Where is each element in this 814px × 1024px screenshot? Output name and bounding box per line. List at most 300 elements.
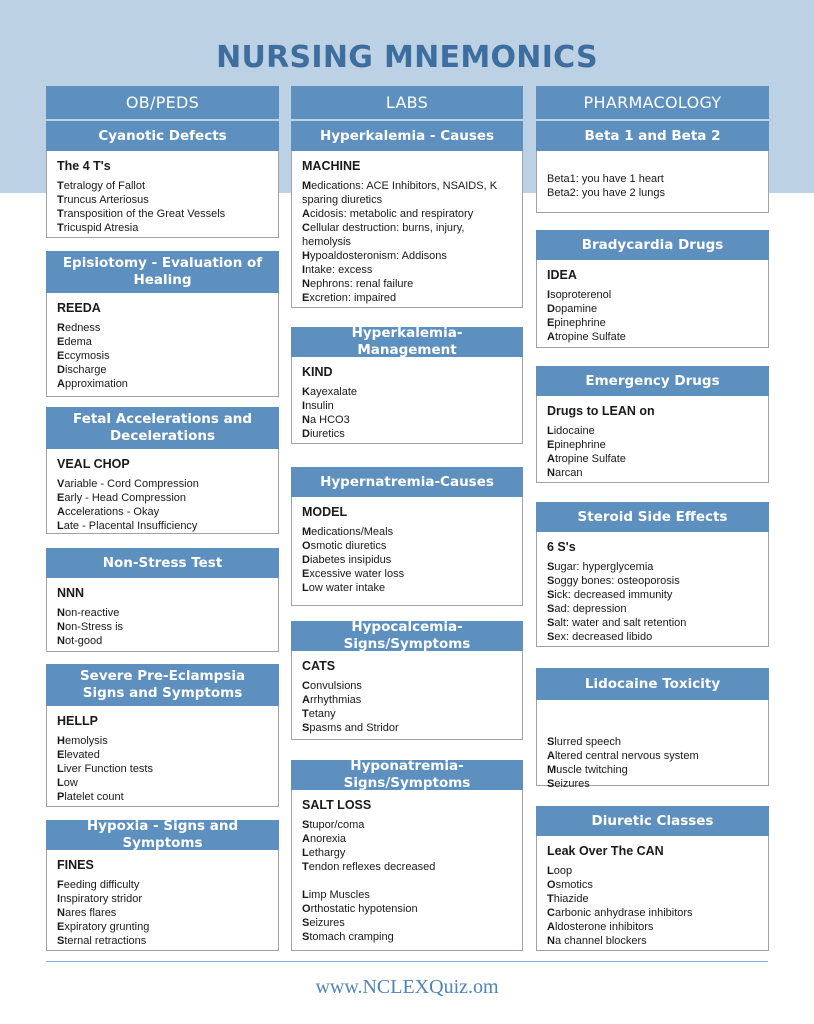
mnemonic-letter: N — [302, 278, 310, 290]
mnemonic-item — [302, 263, 513, 277]
mnemonic-text: ricuspid Atresia — [63, 222, 139, 234]
mnemonic-letter: A — [302, 694, 310, 706]
mnemonic-letter: S — [547, 589, 555, 601]
mnemonic-letter: T — [57, 180, 64, 192]
mnemonic-text: ephrons: renal failure — [309, 278, 414, 290]
mnemonic-letter: K — [302, 386, 310, 398]
mnemonic-item — [57, 363, 269, 377]
mnemonic-letter: L — [302, 847, 309, 859]
mnemonic-letter: T — [302, 861, 309, 873]
mnemonic-text: eizures — [309, 917, 345, 929]
card-title: Beta 1 and Beta 2 — [536, 121, 769, 151]
mnemonic-letter: A — [302, 208, 310, 220]
mnemonic-text: arly - Head Compression — [64, 492, 186, 504]
mnemonic-text: ate - Placental Insufficiency — [63, 520, 198, 532]
mnemonic-text: iuretics — [309, 428, 345, 440]
mnemonic-text: on-Stress is — [64, 621, 124, 633]
mnemonic-letter: A — [547, 921, 555, 933]
mnemonic-item — [302, 553, 513, 567]
mnemonic-card — [46, 664, 279, 807]
mnemonic-item — [302, 539, 513, 553]
mnemonic-title: SALT LOSS — [302, 798, 372, 812]
card-title: Hypocalcemia-Signs/Symptoms — [291, 621, 523, 651]
mnemonic-title: CATS — [302, 659, 336, 673]
column-header-labs: LABS — [291, 86, 523, 119]
mnemonic-text: etany — [308, 708, 336, 720]
mnemonic-item — [302, 679, 513, 693]
mnemonic-item — [547, 616, 759, 630]
mnemonic-text: latelet count — [64, 791, 124, 803]
mnemonic-item — [57, 491, 269, 505]
mnemonic-text: on-reactive — [64, 607, 120, 619]
mnemonic-letter: N — [57, 607, 65, 619]
mnemonic-text: ellular destruction: burns, injury, hemolysis — [302, 222, 465, 248]
mnemonic-text: ldosterone inhibitors — [554, 921, 654, 933]
mnemonic-letter: A — [547, 750, 555, 762]
mnemonic-card — [291, 467, 523, 606]
mnemonic-item — [547, 777, 759, 791]
mnemonic-text: arbonic anhydrase inhibitors — [554, 907, 693, 919]
mnemonic-letter: S — [547, 631, 555, 643]
mnemonic-text: xpiratory grunting — [64, 921, 150, 933]
mnemonic-letter: L — [302, 582, 309, 594]
mnemonic-item — [547, 316, 759, 330]
mnemonic-item — [57, 519, 269, 533]
mnemonic-text: ick: decreased immunity — [554, 589, 673, 601]
mnemonic-title: MODEL — [302, 505, 348, 519]
mnemonic-text: ccelerations - Okay — [64, 506, 160, 518]
card-body — [537, 260, 768, 344]
mnemonic-text: ad: depression — [554, 603, 627, 615]
mnemonic-item — [57, 505, 269, 519]
mnemonic-letter: T — [57, 222, 64, 234]
mnemonic-text: oop — [553, 865, 573, 877]
card-body — [47, 449, 278, 533]
mnemonic-letter: N — [57, 621, 65, 633]
mnemonic-letter: A — [547, 331, 555, 343]
mnemonic-letter: N — [57, 907, 65, 919]
mnemonic-text: ot-good — [64, 635, 103, 647]
mnemonic-letter: L — [547, 865, 554, 877]
mnemonic-letter: E — [57, 350, 65, 362]
mnemonic-letter: N — [547, 935, 555, 947]
mnemonic-item — [302, 818, 513, 832]
page-title: NURSING MNEMONICS — [216, 40, 598, 75]
mnemonic-letter: N — [57, 635, 65, 647]
mnemonic-letter: N — [547, 467, 555, 479]
mnemonic-card — [46, 820, 279, 951]
mnemonic-item — [547, 630, 759, 644]
mnemonic-letter: S — [547, 561, 555, 573]
mnemonic-text: pinephrine — [554, 439, 606, 451]
mnemonic-letter: S — [302, 917, 310, 929]
mnemonic-text: tropine Sulfate — [554, 453, 626, 465]
mnemonic-letter: H — [57, 735, 65, 747]
card-body — [47, 293, 278, 391]
mnemonic-letter: D — [57, 364, 65, 376]
mnemonic-letter: O — [302, 903, 311, 915]
mnemonic-text: oggy bones: osteoporosis — [554, 575, 680, 587]
mnemonic-title: The 4 T's — [57, 159, 111, 173]
mnemonic-letter: L — [302, 889, 309, 901]
mnemonic-text: tupor/coma — [309, 819, 365, 831]
card-body — [537, 151, 768, 200]
mnemonic-text: etralogy of Fallot — [63, 180, 146, 192]
mnemonic-text: ethargy — [308, 847, 346, 859]
mnemonic-item — [302, 399, 513, 413]
mnemonic-text: ugar: hyperglycemia — [554, 561, 654, 573]
mnemonic-item — [302, 581, 513, 595]
mnemonic-title: NNN — [57, 586, 85, 600]
card-body — [537, 836, 768, 948]
mnemonic-text: tomach cramping — [309, 931, 394, 943]
mnemonic-item — [302, 860, 513, 874]
mnemonic-card — [536, 806, 769, 951]
mnemonic-text: runcus Arteriosus — [63, 194, 149, 206]
mnemonic-letter: C — [302, 222, 310, 234]
mnemonic-letter: A — [57, 506, 65, 518]
mnemonic-letter: H — [302, 250, 310, 262]
mnemonic-text: ow — [63, 777, 78, 789]
mnemonic-card — [536, 502, 769, 647]
mnemonic-item — [302, 902, 513, 916]
mnemonic-item — [302, 693, 513, 707]
mnemonic-letter: I — [302, 264, 306, 276]
mnemonic-title: VEAL CHOP — [57, 457, 130, 471]
mnemonic-item — [547, 288, 759, 302]
card-body — [292, 357, 522, 441]
mnemonic-letter: E — [57, 336, 65, 348]
mnemonic-item — [302, 916, 513, 930]
mnemonic-item — [547, 574, 759, 588]
mnemonic-letter: S — [547, 736, 555, 748]
mnemonic-text: a HCO3 — [309, 414, 350, 426]
mnemonic-letter: S — [302, 931, 310, 943]
card-title: Bradycardia Drugs — [536, 230, 769, 260]
mnemonic-text: pproximation — [64, 378, 128, 390]
card-body — [47, 706, 278, 804]
card-body — [292, 651, 522, 735]
mnemonic-item — [57, 776, 269, 790]
mnemonic-letter: E — [302, 292, 310, 304]
mnemonic-item — [57, 207, 269, 221]
card-body — [537, 700, 768, 791]
mnemonic-letter: S — [547, 603, 555, 615]
mnemonic-item — [302, 707, 513, 721]
mnemonic-item — [57, 934, 269, 948]
mnemonic-text: ccymosis — [64, 350, 110, 362]
mnemonic-item — [57, 762, 269, 776]
mnemonic-text: eeding difficulty — [63, 879, 140, 891]
mnemonic-item — [57, 606, 269, 620]
mnemonic-text: ntake: excess — [305, 264, 373, 276]
mnemonic-item — [547, 186, 759, 200]
mnemonic-text: xcessive water loss — [309, 568, 405, 580]
mnemonic-letter: L — [57, 777, 64, 789]
mnemonic-letter: A — [547, 453, 555, 465]
card-title: Episiotomy - Evaluation of Healing — [46, 251, 279, 293]
mnemonic-item — [547, 906, 759, 920]
mnemonic-text: alt: water and salt retention — [554, 617, 687, 629]
mnemonic-text: idocaine — [553, 425, 595, 437]
card-title: Cyanotic Defects — [46, 121, 279, 151]
mnemonic-text: iver Function tests — [63, 763, 153, 775]
card-body — [537, 532, 768, 644]
mnemonic-letter: S — [547, 575, 555, 587]
card-body — [292, 790, 522, 944]
mnemonic-text: imp Muscles — [308, 889, 370, 901]
mnemonic-letter: S — [302, 819, 310, 831]
mnemonic-text: tropine Sulfate — [554, 331, 626, 343]
mnemonic-letter: S — [547, 778, 555, 790]
mnemonic-letter: M — [547, 764, 557, 776]
mnemonic-text: ow water intake — [308, 582, 386, 594]
mnemonic-item — [547, 864, 759, 878]
mnemonic-item — [302, 567, 513, 581]
mnemonic-item — [57, 221, 269, 235]
mnemonic-item — [547, 602, 759, 616]
mnemonic-text: dema — [64, 336, 92, 348]
mnemonic-card — [46, 251, 279, 397]
mnemonic-item — [547, 452, 759, 466]
mnemonic-item — [302, 221, 513, 249]
spacer — [547, 721, 759, 735]
mnemonic-text: iabetes insipidus — [309, 554, 392, 566]
mnemonic-item — [547, 588, 759, 602]
card-title: Lidocaine Toxicity — [536, 668, 769, 700]
card-title: Severe Pre-Eclampsia Signs and Symptoms — [46, 664, 279, 706]
mnemonic-text: ltered central nervous system — [554, 750, 699, 762]
mnemonic-item — [547, 920, 759, 934]
mnemonic-item — [57, 734, 269, 748]
mnemonic-letter: L — [547, 425, 554, 437]
mnemonic-item — [547, 878, 759, 892]
card-title: Hypoxia - Signs and Symptoms — [46, 820, 279, 850]
mnemonic-item — [547, 735, 759, 749]
mnemonic-letter: O — [302, 540, 311, 552]
mnemonic-item — [57, 892, 269, 906]
mnemonic-title: MACHINE — [302, 159, 361, 173]
mnemonic-item — [302, 930, 513, 944]
card-title: Hyponatremia-Signs/Symptoms — [291, 760, 523, 790]
mnemonic-letter: T — [302, 708, 309, 720]
mnemonic-letter: I — [302, 400, 306, 412]
spacer — [547, 158, 759, 172]
card-title: Hyperkalemia-Management — [291, 327, 523, 357]
mnemonic-letter: L — [57, 520, 64, 532]
mnemonic-letter: D — [547, 303, 555, 315]
mnemonic-item — [302, 721, 513, 735]
mnemonic-letter: D — [302, 554, 310, 566]
mnemonic-letter: A — [57, 378, 65, 390]
mnemonic-item — [302, 179, 513, 207]
card-title: Hyperkalemia - Causes — [291, 121, 523, 151]
card-title: Fetal Accelerations and Decelerations — [46, 407, 279, 449]
mnemonic-item — [57, 920, 269, 934]
mnemonic-text: ternal retractions — [64, 935, 147, 947]
mnemonic-item — [57, 193, 269, 207]
mnemonic-letter: I — [57, 893, 61, 905]
mnemonic-letter: S — [302, 722, 310, 734]
card-title: Diuretic Classes — [536, 806, 769, 836]
mnemonic-letter: E — [57, 749, 65, 761]
mnemonic-text: a channel blockers — [554, 935, 647, 947]
mnemonic-text: rthostatic hypotension — [310, 903, 418, 915]
mnemonic-text: ischarge — [64, 364, 107, 376]
mnemonic-letter: I — [547, 289, 551, 301]
mnemonic-card — [46, 407, 279, 534]
mnemonic-item — [547, 424, 759, 438]
mnemonic-letter: M — [302, 180, 312, 192]
mnemonic-item — [57, 349, 269, 363]
mnemonic-item — [57, 790, 269, 804]
mnemonic-item — [57, 634, 269, 648]
mnemonic-title: Leak Over The CAN — [547, 844, 664, 858]
mnemonic-letter: P — [57, 791, 65, 803]
mnemonic-text: nspiratory stridor — [60, 893, 142, 905]
mnemonic-card — [536, 230, 769, 348]
mnemonic-text: smotics — [555, 879, 593, 891]
mnemonic-letter: R — [57, 322, 65, 334]
mnemonic-item — [547, 172, 759, 186]
mnemonic-text: edness — [64, 322, 101, 334]
mnemonic-item — [302, 291, 513, 305]
mnemonic-item — [302, 249, 513, 263]
mnemonic-text: soproterenol — [550, 289, 612, 301]
mnemonic-item — [57, 179, 269, 193]
mnemonic-text: lurred speech — [554, 736, 621, 748]
mnemonic-text: arcan — [554, 467, 583, 479]
mnemonic-text: levated — [64, 749, 100, 761]
mnemonic-card — [536, 668, 769, 790]
mnemonic-card — [291, 121, 523, 308]
mnemonic-letter: D — [302, 428, 310, 440]
mnemonic-letter: A — [302, 833, 310, 845]
mnemonic-letter: E — [57, 492, 65, 504]
mnemonic-text: ares flares — [64, 907, 117, 919]
mnemonic-text: eizures — [554, 778, 590, 790]
card-body — [292, 497, 522, 595]
mnemonic-item — [57, 377, 269, 391]
mnemonic-letter: S — [547, 617, 555, 629]
mnemonic-letter: F — [57, 879, 64, 891]
mnemonic-letter: C — [547, 907, 555, 919]
mnemonic-text: ariable - Cord Compression — [64, 478, 199, 490]
mnemonic-card — [291, 621, 523, 740]
mnemonic-text: Beta1: you have 1 heart — [547, 173, 664, 185]
mnemonic-text: nsulin — [305, 400, 334, 412]
card-body — [47, 578, 278, 648]
mnemonic-text: Beta2: you have 2 lungs — [547, 187, 666, 199]
mnemonic-item — [302, 888, 513, 902]
mnemonic-item — [302, 525, 513, 539]
mnemonic-text: opamine — [554, 303, 598, 315]
mnemonic-card — [536, 366, 769, 483]
card-body — [47, 850, 278, 948]
mnemonic-text: endon reflexes decreased — [308, 861, 436, 873]
mnemonic-letter: V — [57, 478, 65, 490]
mnemonic-card — [46, 548, 279, 652]
mnemonic-item — [547, 438, 759, 452]
mnemonic-title: HELLP — [57, 714, 98, 728]
mnemonic-item — [547, 763, 759, 777]
column-header-pharmacology: PHARMACOLOGY — [536, 86, 769, 119]
mnemonic-item — [302, 846, 513, 860]
mnemonic-item — [57, 748, 269, 762]
footer-divider — [46, 961, 768, 962]
mnemonic-item — [547, 560, 759, 574]
mnemonic-letter: E — [547, 439, 555, 451]
footer-website-link[interactable]: www.NCLEXQuiz.om — [315, 976, 499, 998]
mnemonic-text: xcretion: impaired — [309, 292, 397, 304]
card-body — [47, 151, 278, 235]
mnemonic-letter: T — [547, 893, 554, 905]
card-body — [537, 396, 768, 480]
mnemonic-text: emolysis — [64, 735, 108, 747]
mnemonic-item — [547, 934, 759, 948]
mnemonic-text: ypoaldosteronism: Addisons — [309, 250, 447, 262]
card-body — [292, 151, 522, 305]
mnemonic-item — [302, 832, 513, 846]
mnemonic-letter: T — [57, 194, 64, 206]
mnemonic-letter: C — [302, 680, 310, 692]
mnemonic-item — [57, 620, 269, 634]
mnemonic-text: uscle twitching — [556, 764, 628, 776]
mnemonic-card — [46, 121, 279, 238]
mnemonic-title: FINES — [57, 858, 94, 872]
mnemonic-item — [57, 321, 269, 335]
mnemonic-letter: L — [57, 763, 64, 775]
mnemonic-card — [536, 121, 769, 213]
mnemonic-item — [57, 477, 269, 491]
mnemonic-letter: E — [57, 921, 65, 933]
mnemonic-text: edications/Meals — [311, 526, 394, 538]
mnemonic-text: pinephrine — [554, 317, 606, 329]
mnemonic-text: smotic diuretics — [310, 540, 387, 552]
mnemonic-item — [547, 749, 759, 763]
card-title: Emergency Drugs — [536, 366, 769, 396]
mnemonic-letter: N — [302, 414, 310, 426]
mnemonic-letter: E — [547, 317, 555, 329]
mnemonic-text: edications: ACE Inhibitors, NSAIDS, K sparing diuretics — [302, 180, 498, 206]
mnemonic-letter: T — [57, 208, 64, 220]
mnemonic-item — [547, 466, 759, 480]
mnemonic-item — [547, 302, 759, 316]
mnemonic-text: onvulsions — [309, 680, 362, 692]
card-title: Hypernatremia-Causes — [291, 467, 523, 497]
mnemonic-card — [291, 327, 523, 444]
mnemonic-text: norexia — [309, 833, 347, 845]
mnemonic-text: pasms and Stridor — [309, 722, 399, 734]
mnemonic-item — [547, 330, 759, 344]
mnemonic-item — [302, 207, 513, 221]
mnemonic-item — [57, 335, 269, 349]
column-header-ob-peds: OB/PEDS — [46, 86, 279, 119]
card-title: Steroid Side Effects — [536, 502, 769, 532]
mnemonic-text: ransposition of the Great Vessels — [63, 208, 226, 220]
mnemonic-text: hiazide — [553, 893, 589, 905]
mnemonic-text: ayexalate — [309, 386, 358, 398]
mnemonic-item — [302, 385, 513, 399]
mnemonic-title: KIND — [302, 365, 333, 379]
spacer — [302, 874, 513, 888]
mnemonic-letter: O — [547, 879, 556, 891]
mnemonic-item — [57, 878, 269, 892]
mnemonic-letter: E — [302, 568, 310, 580]
mnemonic-item — [302, 277, 513, 291]
mnemonic-item — [302, 427, 513, 441]
mnemonic-item — [302, 413, 513, 427]
